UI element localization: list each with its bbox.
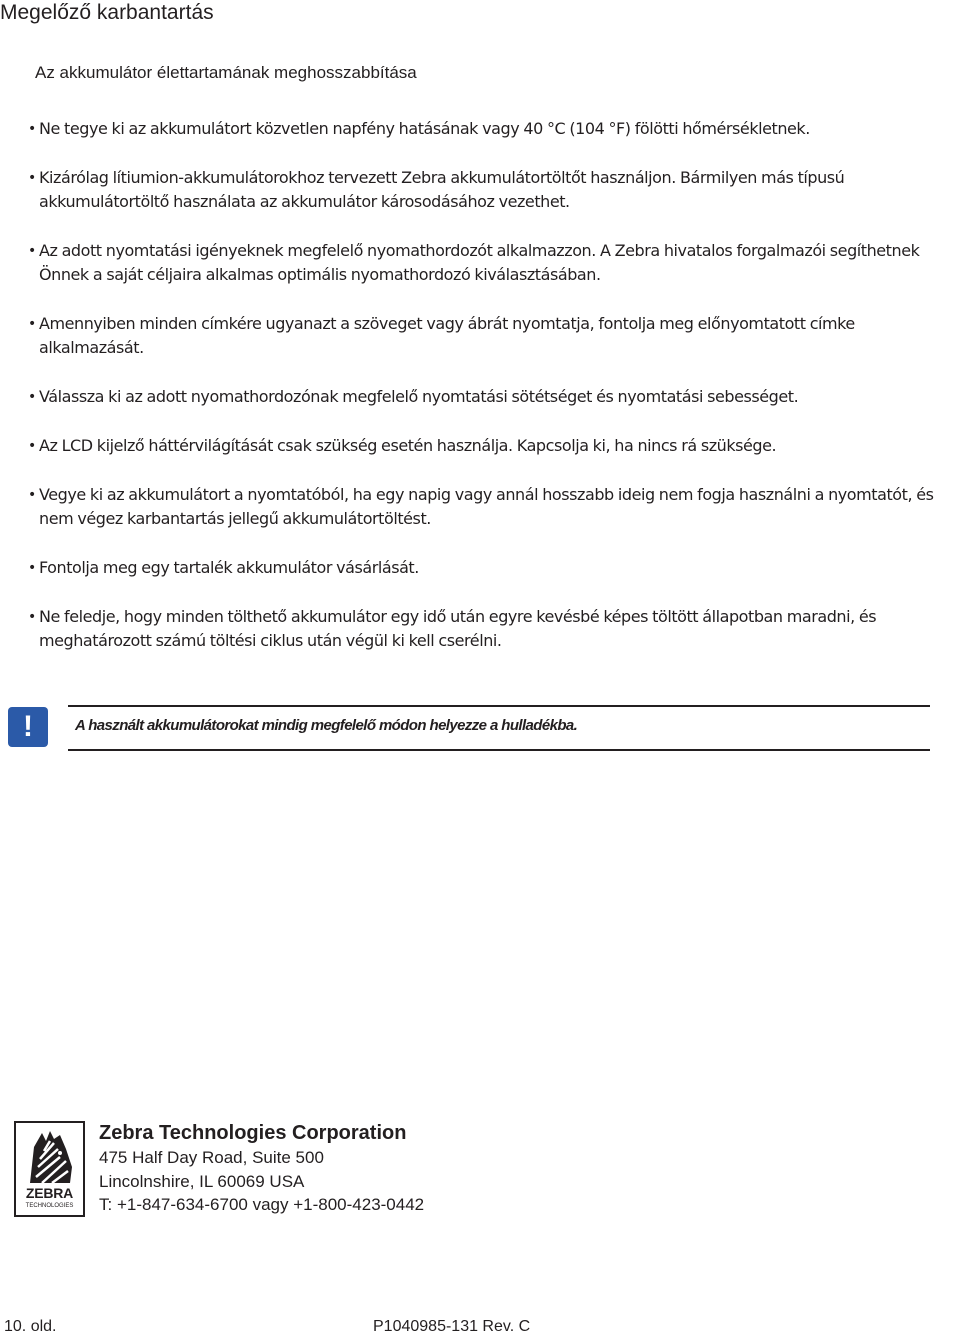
bullet-item (28, 312, 958, 360)
bullet-text: Az adott nyomtatási igényeknek megfelelő nyomathordozót alkalmazzon. A Zebra hivatalos forgalmazói segíthetnek Önnek a saját céljaira alkalmas optimális nyomathordozó kiválasztásában. (39, 241, 920, 284)
bullet-item (28, 385, 958, 409)
address-line-1: 475 Half Day Road, Suite 500 (99, 1148, 324, 1167)
bullet-text: Kizárólag lítiumion-akkumulátorokhoz tervezett Zebra akkumulátortöltőt használjon. Bármilyen más típusú akkumulátortöltő használata az akkumulátor károsodásához vezethet. (39, 168, 845, 211)
bullet-item (28, 483, 958, 531)
bullet-text: Amennyiben minden címkére ugyanazt a szöveget vagy ábrát nyomtatja, fontolja meg előnyomtatott címke alkalmazását. (39, 314, 855, 357)
page-number: 10. old. (4, 1318, 57, 1335)
bullet-dot: • (28, 609, 36, 625)
page-title: Megelőző karbantartás (0, 1, 214, 24)
document-id: P1040985-131 Rev. C (373, 1318, 531, 1335)
zebra-logo (14, 1121, 85, 1217)
bullet-text: Vegye ki az akkumulátort a nyomtatóból, ha egy napig vagy annál hosszabb ideig nem fogja használni a nyomtatót, és nem végez karbantartás jellegű akkumulátortöltést. (39, 485, 934, 528)
bullet-item (28, 556, 958, 580)
warning-text: A használt akkumulátorokat mindig megfelelő módon helyezze a hulladékba. (75, 717, 578, 734)
bullet-text: Fontolja meg egy tartalék akkumulátor vásárlását. (39, 558, 419, 577)
phone-line: T: +1-847-634-6700 vagy +1-800-423-0442 (99, 1195, 425, 1214)
company-address (99, 1120, 424, 1217)
bullet-text: Ne tegye ki az akkumulátort közvetlen napfény hatásának vagy 40 °C (104 °F) fölötti hőmérsékletnek. (39, 119, 810, 138)
bullet-dot: • (28, 560, 36, 576)
section-subtitle: Az akkumulátor élettartamának meghosszabbítása (35, 63, 417, 82)
company-name: Zebra Technologies Corporation (99, 1122, 407, 1144)
bullet-list (28, 117, 958, 678)
warning-note (8, 705, 930, 751)
bullet-item (28, 166, 958, 214)
bullet-dot: • (28, 243, 36, 259)
bullet-text: Ne feledje, hogy minden tölthető akkumulátor egy idő után egyre kevésbé képes töltött állapotban maradni, és meghatározott számú töltési ciklus után végül ki kell cserélni. (39, 607, 877, 650)
bullet-dot: • (28, 170, 36, 186)
divider (68, 749, 930, 751)
bullet-text: Válassza ki az adott nyomathordozónak megfelelő nyomtatási sötétséget és nyomtatási sebességet. (39, 387, 799, 406)
bullet-dot: • (28, 487, 36, 503)
bullet-dot: • (28, 121, 36, 137)
bullet-dot: • (28, 438, 36, 454)
bullet-dot: • (28, 316, 36, 332)
bullet-item (28, 605, 958, 653)
bullet-item (28, 239, 958, 287)
logo-subtext: TECHNOLOGIES (25, 1203, 74, 1209)
bullet-text: Az LCD kijelző háttérvilágítását csak szükség esetén használja. Kapcsolja ki, ha nincs rá szüksége. (39, 436, 777, 455)
divider (68, 705, 930, 707)
zebra-head-icon (20, 1127, 79, 1185)
logo-brand: ZEBRA (25, 1185, 74, 1201)
bullet-item (28, 434, 958, 458)
bullet-item (28, 117, 958, 141)
bullet-dot: • (28, 389, 36, 405)
address-line-2: Lincolnshire, IL 60069 USA (99, 1171, 305, 1191)
exclamation-icon: ! (8, 707, 48, 747)
